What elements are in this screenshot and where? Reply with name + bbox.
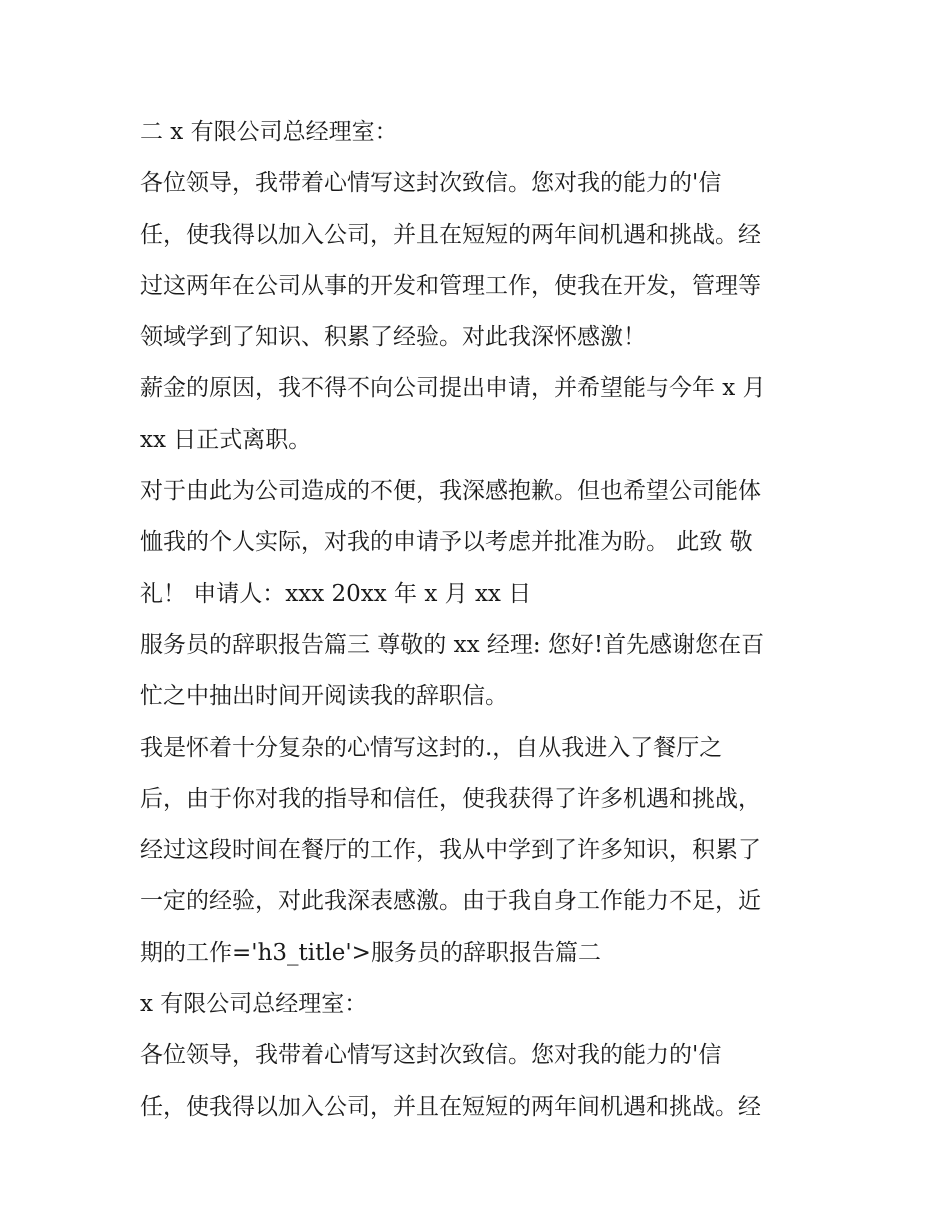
text-line: 我是怀着十分复杂的心情写这封的.，自从我进入了餐厅之	[140, 734, 723, 761]
text-line: 期的工作='h3_title'>服务员的辞职报告篇二	[140, 939, 601, 966]
text-line: xx 日正式离职。	[140, 426, 312, 453]
text-line: 一定的经验，对此我深表感激。由于我自身工作能力不足，近	[140, 888, 761, 915]
text-line: 二 x 有限公司总经理室：	[140, 119, 398, 145]
text-line: 任，使我得以加入公司，并且在短短的两年间机遇和挑战。经	[140, 1093, 761, 1120]
text-line: 各位领导，我带着心情写这封次致信。您对我的能力的'信	[140, 1042, 722, 1069]
text-line: 恤我的个人实际，对我的申请予以考虑并批准为盼。 此致 敬	[140, 529, 753, 556]
text-line: 过这两年在公司从事的开发和管理工作，使我在开发，管理等	[140, 272, 761, 299]
text-line: 各位领导，我带着心情写这封次致信。您对我的能力的'信	[140, 170, 722, 197]
text-line: 礼！ 申请人：xxx 20xx 年 x 月 xx 日	[140, 580, 532, 607]
text-line: 服务员的辞职报告篇三 尊敬的 xx 经理: 您好!首先感谢您在百	[140, 631, 765, 658]
text-line: 任，使我得以加入公司，并且在短短的两年间机遇和挑战。经	[140, 221, 761, 248]
text-line: 忙之中抽出时间开阅读我的辞职信。	[140, 683, 508, 710]
text-line: 经过这段时间在餐厅的工作，我从中学到了许多知识，积累了	[140, 837, 761, 864]
text-line: 薪金的原因，我不得不向公司提出申请，并希望能与今年 x 月	[140, 375, 766, 402]
text-line: x 有限公司总经理室：	[140, 991, 368, 1018]
text-line: 后，由于你对我的指导和信任，使我获得了许多机遇和挑战，	[140, 785, 761, 812]
document-body	[140, 107, 840, 1133]
text-line: 对于由此为公司造成的不便，我深感抱歉。但也希望公司能体	[140, 478, 761, 505]
text-line: 领域学到了知识、积累了经验。对此我深怀感激！	[140, 324, 646, 351]
